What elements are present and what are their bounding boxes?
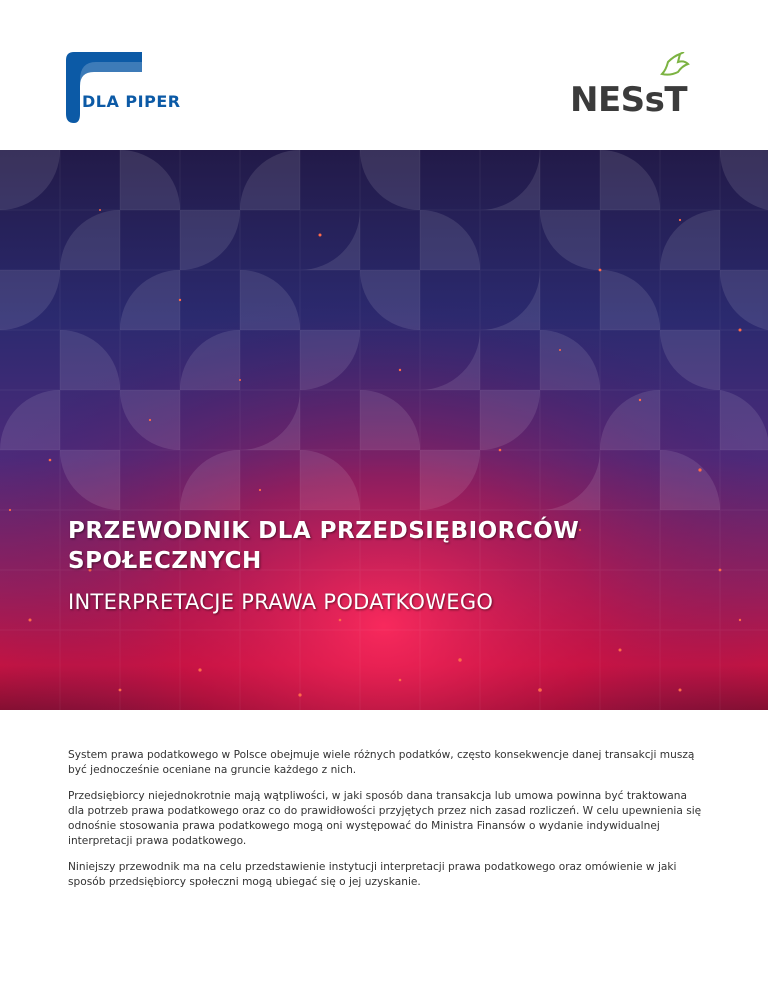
paragraph: System prawa podatkowego w Polsce obejmuje wiele różnych podatków, często konsekwencje danej transakcji muszą być jednocześnie oceniane na gruncie każdego z nich. (68, 749, 695, 776)
document-subtitle: INTERPRETACJE PRAWA PODATKOWEGO (68, 590, 494, 614)
paragraph: Niniejszy przewodnik ma na celu przedstawienie instytucji interpretacji prawa podatkowego oraz omówienie w jaki sposób przedsiębiorcy społeczni mogą ubiegać się o jej uzyskanie. (68, 861, 677, 888)
dla-piper-logo (66, 52, 199, 123)
nesst-logo (570, 52, 700, 118)
hero-banner (0, 150, 768, 710)
intro-text (68, 748, 702, 901)
hero-background-pattern (0, 150, 768, 710)
document-title: PRZEWODNIK DLA PRZEDSIĘBIORCÓW SPOŁECZNYCH (68, 518, 580, 574)
dla-piper-logo-text: DLA PIPER (82, 92, 181, 111)
paragraph: Przedsiębiorcy niejednokrotnie mają wątpliwości, w jaki sposób dana transakcja lub umowa powinna być traktowana dla potrzeb prawa podatkowego oraz co do prawidłowości przyjętych przez nich zasad rozliczeń. W celu upewnienia się odnośnie stosowania prawa podatkowego mogą oni występować do Ministra Finansów o wydanie indywidualnej interpretacji prawa podatkowego. (68, 790, 702, 847)
dla-piper-logo-mark (66, 52, 199, 123)
nesst-logo-text: NESsT (570, 80, 688, 120)
